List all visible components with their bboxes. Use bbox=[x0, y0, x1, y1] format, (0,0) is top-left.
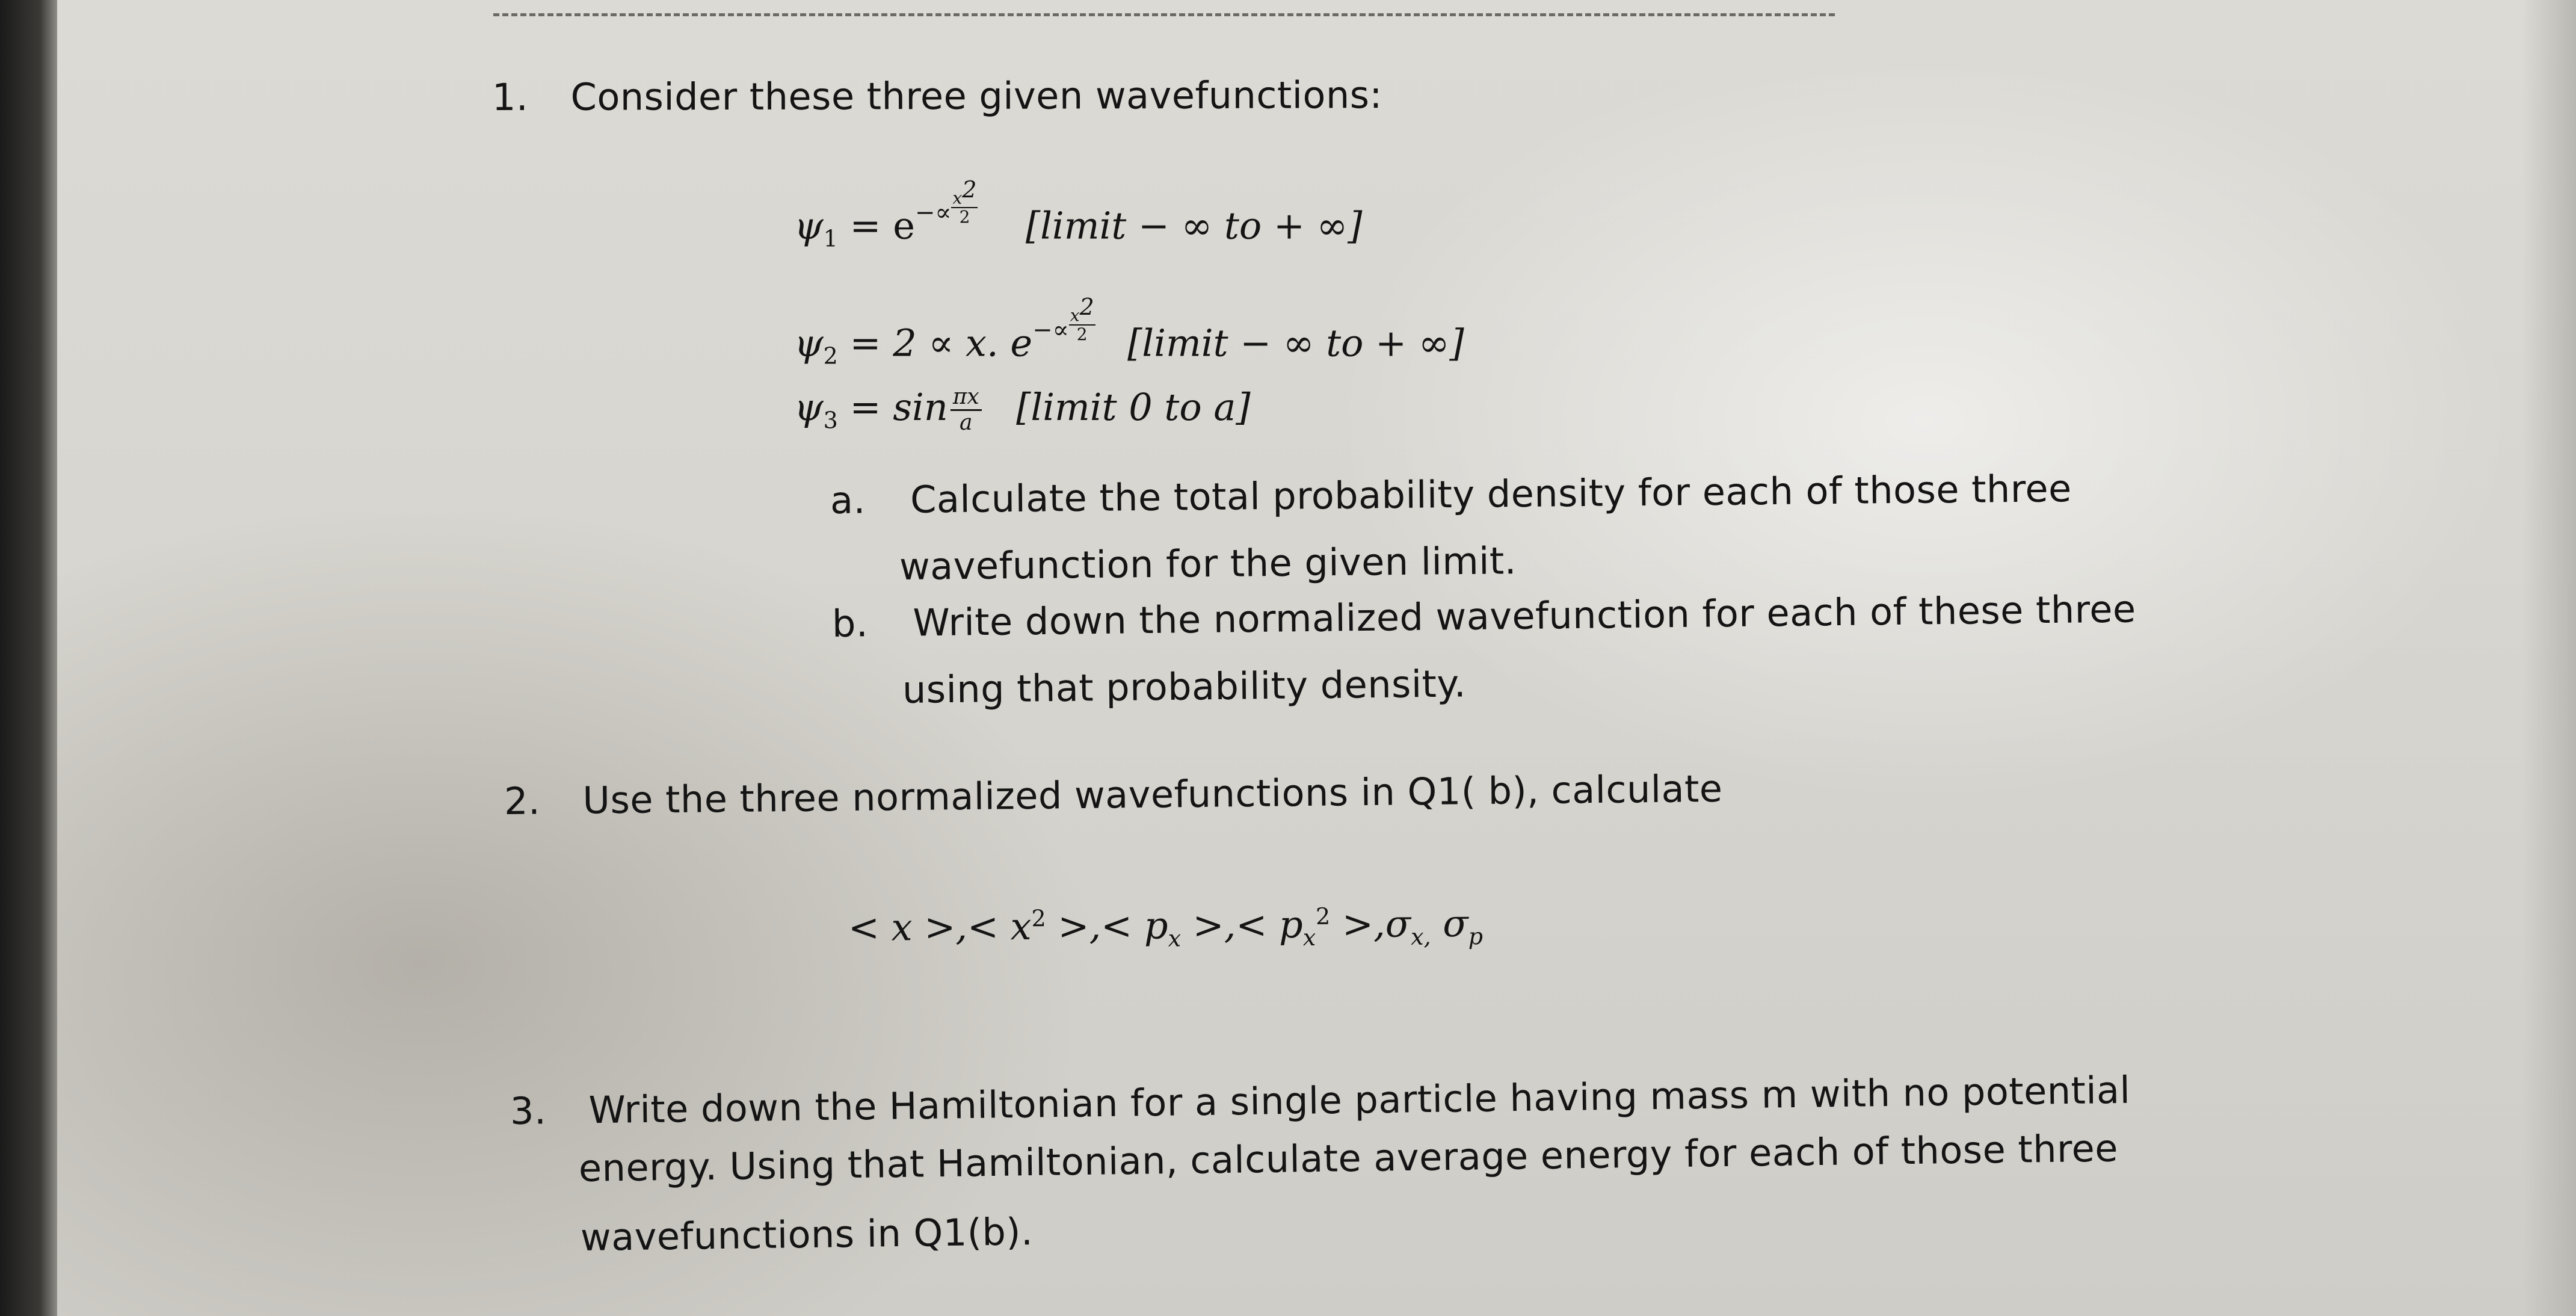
q1-text: Consider these three given wavefunctions: bbox=[570, 73, 1382, 119]
q1a-line1: a. Calculate the total probability density for each of those three bbox=[830, 466, 2072, 522]
q1-heading bbox=[492, 73, 1382, 119]
psi2-limit: [limit − ∞ to + ∞] bbox=[1127, 321, 1464, 365]
q2-number: 2. bbox=[504, 779, 541, 823]
page-edge-shadow bbox=[0, 0, 57, 1316]
q1b-line2: using that probability density. bbox=[902, 661, 1467, 712]
q3-line2: energy. Using that Hamiltonian, calculate average energy for each of those three bbox=[578, 1126, 2119, 1190]
dashed-divider bbox=[493, 13, 1835, 16]
q3-line1: 3. Write down the Hamiltonian for a single particle having mass m with no potential bbox=[510, 1067, 2131, 1133]
q2-expression: < x >,< $x^2$ >,< $p_x$ >,< $p_x^2 >,\sigma_{x,}$ $\sigma_p$ bbox=[848, 901, 1484, 952]
psi1-limit: [limit − ∞ to + ∞] bbox=[1025, 203, 1363, 248]
psi3-equation: $\psi_3 = \sin$ $\frac{\pi x}{a}$ [limit 0 to a] bbox=[794, 385, 1251, 436]
q1b-label: b. bbox=[831, 601, 869, 646]
psi2-equation: $\psi_2 = 2 \propto x$. e−∝ $\frac{x^2}{2}$ [limit − ∞ to + ∞] bbox=[794, 294, 1464, 369]
q2-text: Use the three normalized wavefunctions in Q1( b), calculate bbox=[582, 766, 1723, 823]
q1a-label: a. bbox=[830, 478, 866, 522]
q1-number: 1. bbox=[491, 75, 529, 119]
q3-number: 3. bbox=[510, 1089, 547, 1133]
q2-heading bbox=[504, 767, 1723, 823]
psi1-equation: $\psi_1 = e-\propto$ $\frac{x^2}{2}$ [limit − ∞ to + ∞] bbox=[794, 176, 1363, 252]
q1b-line1: b. Write down the normalized wavefunction for each of these three bbox=[831, 587, 2136, 646]
page-edge-light bbox=[2522, 0, 2576, 1316]
q1a-line2: wavefunction for the given limit. bbox=[899, 539, 1517, 588]
psi3-limit: [limit 0 to a] bbox=[1016, 385, 1251, 429]
q3-line3: wavefunctions in Q1(b). bbox=[580, 1209, 1034, 1259]
